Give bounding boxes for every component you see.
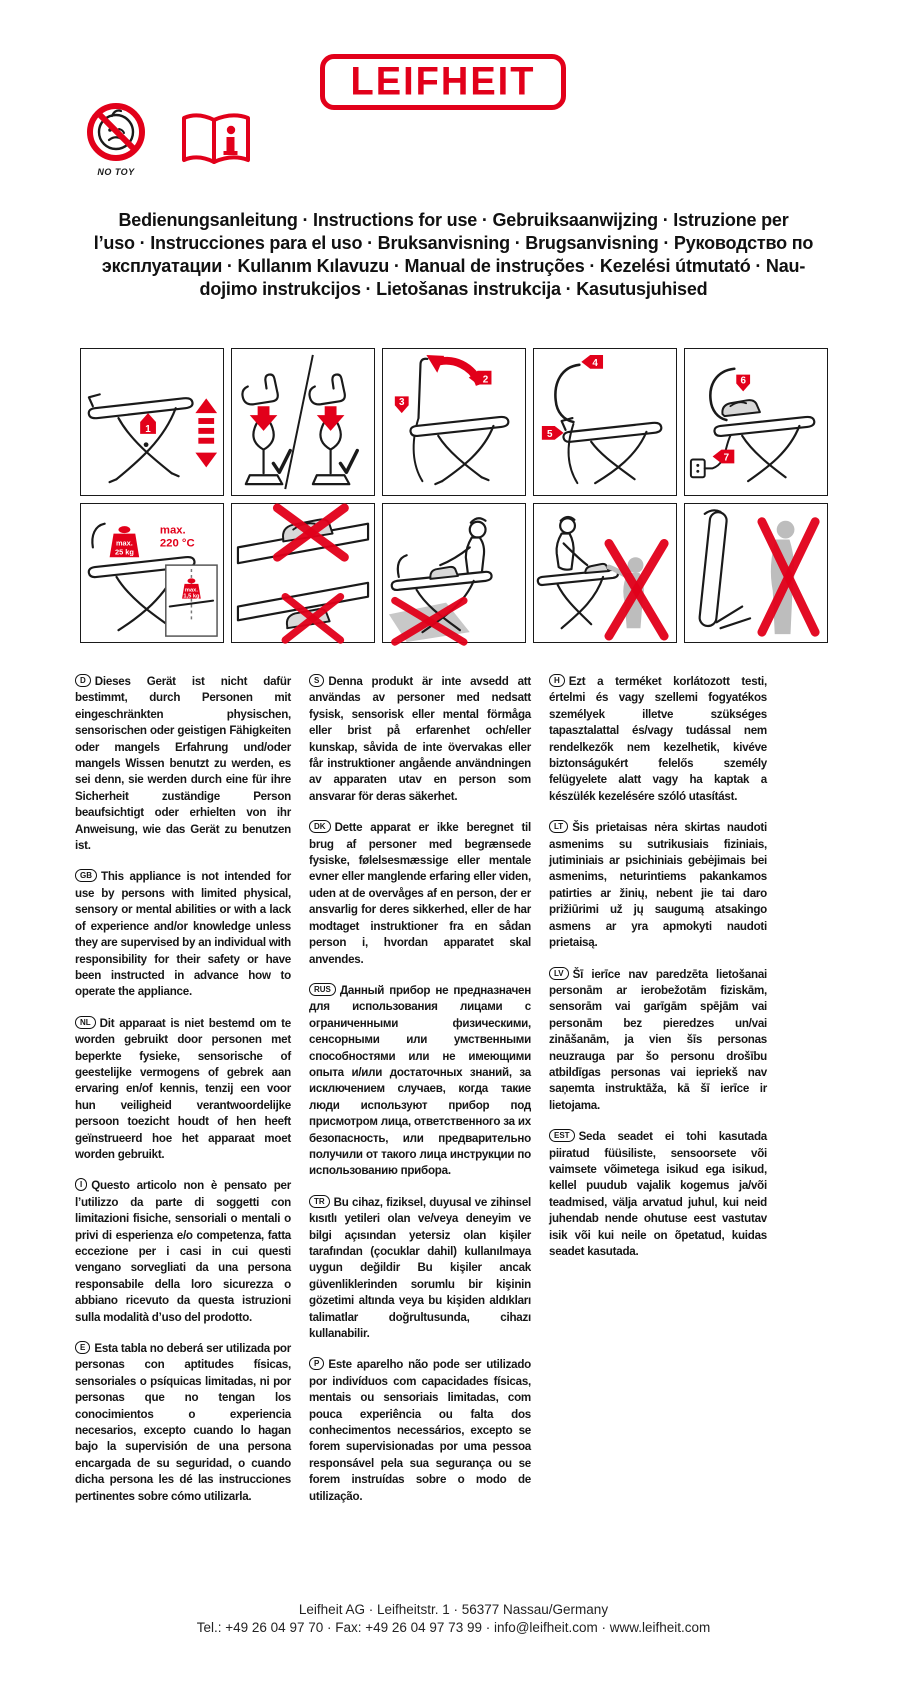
lang-badge-se: S — [309, 674, 324, 687]
panel-max-load-temperature — [80, 503, 224, 643]
ironing-board — [714, 417, 814, 481]
panel-no-hot-iron-on-board — [231, 503, 375, 643]
iron-icon — [722, 400, 760, 416]
paragraph-est — [549, 1129, 767, 1260]
paragraph-hu — [549, 674, 767, 805]
safety-text-columns — [75, 674, 767, 1520]
footer — [0, 1601, 907, 1636]
paragraph-lv-text: Šī ierīce nav paredzēta lietošanai personām ar ierobežotām fiziskām, sensorām vai garīgām spējām vai personām bez pieredzes un/vai zināšanām, ja vien šīs personas neuzrauga par šo personu drošību atbildīgas personas vai iepriekš nav saņemta instruktāža, kā šī ierīce ir lietojama. — [549, 967, 767, 1112]
lang-badge-lt: LT — [549, 820, 568, 833]
height-arrow-icon — [195, 398, 217, 467]
ironing-board — [562, 418, 662, 483]
paragraph-de-text: Dieses Gerät ist nicht dafür bestimmt, durch Personen mit eingeschränkten physischen, sensorischen oder geistigen Fähigkeiten oder mangels Erfahrung und/oder mangels Wissen benutzt zu werden, es sei denn, sie werden durch eine für ihre Sicherheit zuständige Person beaufsichtigt oder erhielten von ihr Anweisung, wie das Gerät zu benutzen ist. — [75, 675, 291, 853]
iron-icon — [430, 567, 458, 579]
paragraph-it-text: Questo articolo non è pensato per l’utilizzo da parte di soggetti con limitazioni fisiche, sensoriali o mentali o privi di esperienza e/o competenza, fatta eccezione per i casi in cui questi vengano sorvegliati da una persona responsabile della loro sicurezza o abbiano ricevuto da questa istruzioni sulla modalità d’uso del prodotto. — [75, 1179, 291, 1324]
lang-badge-dk: DK — [309, 820, 331, 833]
title-line-2: l’uso · Instrucciones para el uso · Bruksanvisning · Brugsanvisning · Руководство по — [93, 233, 814, 253]
step-badge-5 — [542, 426, 564, 440]
paragraph-hu-text: Ezt a terméket korlátozott testi, értelmi és vagy szellemi fogyatékos személyek illetve szükséges tapasztalattal és/vagy tudással nem rendelkezők nem kezelhetik, kivéve biztonságukért felelős személy felügyelete alatt vagy ha kaptak a készülék kezelésére szóló utasítást. — [549, 675, 767, 803]
panel-press-lever — [231, 348, 375, 496]
paragraph-dk — [309, 820, 531, 968]
person-figure — [557, 517, 588, 570]
paragraph-lt — [549, 820, 767, 951]
lang-badge-hu: H — [549, 674, 565, 687]
lang-badge-lv: LV — [549, 967, 569, 980]
folded-board — [699, 510, 750, 628]
max-temp-label — [160, 525, 195, 550]
paragraph-lt-text: Šis prietaisas nėra skirtas naudoti asmenims su sutrikusiais fiziniais, jutiminiais ar psichiniais gebėjimais bei asmenims, neturintiems pakankamos patirties ar žinių, nebent jie tai daro prižiūrimi už jų saugumą atsakingo asmens ar yra apmokyti naudoti prietaisą. — [549, 821, 767, 950]
lang-badge-nl: NL — [75, 1016, 96, 1029]
lang-badge-est: EST — [549, 1129, 575, 1142]
panel-rotate-iron-rest — [382, 348, 526, 496]
paragraph-dk-text: Dette apparat er ikke beregnet til brug af personer med begrænsede fysiske, følelsesmæssige eller mentale evner eller manglende erfaring eller viden, uden at de overvåges af en person, der er ansvarlig for deres sikkerhed, eller de har modtaget instruktioner fra en sådan person i, hvordan apparatet skal anvendes. — [309, 821, 531, 966]
title-line-4: dojimo instrukcijos · Lietošanas instrukcija · Kasutusjuhised — [199, 279, 708, 299]
footer-address: Leifheit AG · Leifheitstr. 1 · 56377 Nassau/Germany — [298, 1602, 609, 1617]
lang-badge-gb: GB — [75, 869, 97, 882]
panel-height-adjustment — [80, 348, 224, 496]
lang-badge-rus: RUS — [309, 983, 336, 996]
paragraph-tr — [309, 1195, 531, 1343]
no-toy-label: NO TOY — [97, 167, 135, 177]
step-badge-1 — [140, 413, 156, 435]
panel-no-unstable-floor — [382, 503, 526, 643]
paragraph-nl-text: Dit apparaat is niet bestemd om te worden gebruikt door personen met beperkte fysieke, sensorische of geestelijke vermogens of gebrek aan ervaring en/of kennis, tenzij een voor hun veiligheid verantwoordelijke persoon toezicht houdt of hen heeft geïnstrueerd hoe het apparaat moet worden gebruikt. — [75, 1016, 291, 1161]
no-toy-icon — [86, 102, 146, 164]
text-column-1 — [75, 674, 291, 1520]
cable-holder-rod — [414, 359, 428, 481]
paragraph-es-text: Esta tabla no deberá ser utilizada por personas con aptitudes físicas, sensoriales o psíquicas limitadas, ni por personas que no tengan los conocimientos o experiencia necesarios, excepto cuando lo hagan bajo la supervisión de una persona encargada de su seguridad, o cuando dicha persona les dé las instrucciones pertinentes sobre cómo utilizarla. — [75, 1342, 291, 1503]
lang-badge-es: E — [75, 1341, 90, 1354]
svg-text:25 kg: 25 kg — [114, 547, 134, 557]
paragraph-tr-text: Bu cihaz, fiziksel, duyusal ve zihinsel kısıtlı yetileri olan ve/veya deneyim ve bilgi açısından yetersiz olan kişiler tarafından (çocuklar dahil) kullanılmaya uygun değildir Bu kişiler ancak güvenliklerinden sorumlu bir kişinin gözetimi altında veya bu kişiden aldıkları talimatlar doğrultusunda, cihazı kullanabilir. — [309, 1195, 531, 1341]
svg-text:4: 4 — [592, 357, 598, 369]
footer-contact: Tel.: +49 26 04 97 70 · Fax: +49 26 04 97 73 99 · info@leifheit.com · www.leifheit.com — [196, 1619, 711, 1635]
title-line-1: Bedienungsanleitung · Instructions for use · Gebruiksaanwijzing · Istruzione per — [118, 210, 789, 230]
paragraph-lv — [549, 967, 767, 1115]
paragraph-se — [309, 674, 531, 805]
panel-keep-away-folded-board — [684, 503, 828, 643]
lang-badge-tr: TR — [309, 1195, 330, 1208]
leifheit-logo — [320, 54, 566, 110]
panel-keep-children-away — [533, 503, 677, 643]
svg-text:6: 6 — [740, 375, 746, 387]
cable-holder — [555, 365, 579, 422]
page-title — [0, 209, 907, 301]
lang-badge-it: I — [75, 1178, 87, 1191]
divider — [285, 355, 313, 489]
logo-text: LEIFHEIT — [350, 60, 536, 104]
svg-text:max.: max. — [184, 587, 198, 594]
paragraph-es — [75, 1341, 291, 1505]
text-column-2 — [309, 674, 531, 1520]
svg-text:7: 7 — [723, 452, 730, 464]
paragraph-it — [75, 1178, 291, 1326]
paragraph-se-text: Denna produkt är inte avsedd att användas av personer med nedsatt fysisk, sensorisk eller mental förmåga eller brist på erfarenhet och/eller kunskap, såvida de inte övervakas eller får instruktioner angående användningen av apparaten utav en person som ansvarar för deras säkerhet. — [309, 675, 531, 803]
svg-text:3: 3 — [398, 397, 405, 409]
iron-rest-inset — [166, 565, 217, 636]
svg-text:220 °C: 220 °C — [159, 537, 195, 550]
panel-cable-holder — [533, 348, 677, 496]
paragraph-gb-text: This appliance is not intended for use by persons with limited physical, sensory or mental abilities or with a lack of experience and/or knowledge unless they are supervised by an individual with responsibility for their safety or have been instructed in advance how to operate the appliance. — [75, 870, 291, 999]
paragraph-pt — [309, 1357, 531, 1505]
paragraph-nl — [75, 1016, 291, 1164]
paragraph-gb — [75, 869, 291, 1000]
weight-icon — [110, 526, 140, 557]
text-column-3 — [549, 674, 767, 1520]
step-badge-3 — [395, 396, 409, 413]
svg-text:1,5 kg: 1,5 kg — [183, 593, 200, 600]
svg-text:2: 2 — [482, 374, 489, 386]
lang-badge-de: D — [75, 674, 91, 687]
svg-text:max.: max. — [159, 524, 186, 537]
svg-text:i: i — [76, 8, 77, 9]
instruction-book-icon — [76, 8, 256, 170]
step-badge-6 — [736, 375, 750, 392]
svg-text:max.: max. — [115, 538, 133, 548]
illustration-grid — [80, 348, 828, 643]
iron-icon — [585, 564, 609, 573]
ironing-board — [89, 394, 193, 482]
rotate-arrow-icon — [426, 355, 479, 385]
step-badge-7 — [713, 450, 735, 464]
socket-icon — [691, 459, 705, 477]
lang-badge-pt: P — [309, 1357, 324, 1370]
title-line-3: эксплуатации · Kullanım Kılavuzu · Manual de instruções · Kezelési útmutató · Nau- — [101, 256, 806, 276]
panel-iron-rest-and-plug — [684, 348, 828, 496]
step-badge-4 — [581, 355, 603, 369]
paragraph-est-text: Seda seadet ei tohi kasutada piiratud füüsiliste, sensoorsete või vaimsete võimetega isikud ega isikud, kellel puudub vajalik kogemus ja/või teadmised, välja arvatud juhul, kui neid juhendab nende ohutuse eest vastutav isik või kui neile on õpetatud, kuidas seadet kasutada. — [549, 1130, 767, 1258]
no-toy-warning — [86, 102, 146, 180]
paragraph-de — [75, 674, 291, 854]
ironing-board — [538, 570, 618, 628]
svg-text:5: 5 — [547, 428, 553, 440]
ironing-board — [410, 417, 508, 484]
svg-text:1: 1 — [145, 423, 151, 435]
paragraph-rus-text: Данный прибор не предназначен для использования лицами с ограниченными физическими, сенсорными или умственными способностями или не имеющими опыта и/или достаточных знаний, за исключением случаев, когда такие люди используют прибор под присмотром лица, ответственного за их безопасность, или предварительно получили от такого лица инструкции по использованию прибора. — [309, 983, 531, 1178]
paragraph-pt-text: Este aparelho não pode ser utilizado por indivíduos com capacidades físicas, mentais ou sensoriais limitadas, com pouca experiência ou falta dos conhecimentos necessários, excepto se forem supervisionadas por uma pessoa responsável pela sua segurança ou se forem instruídas sobre o modo de utilização. — [309, 1358, 531, 1503]
paragraph-rus — [309, 983, 531, 1180]
